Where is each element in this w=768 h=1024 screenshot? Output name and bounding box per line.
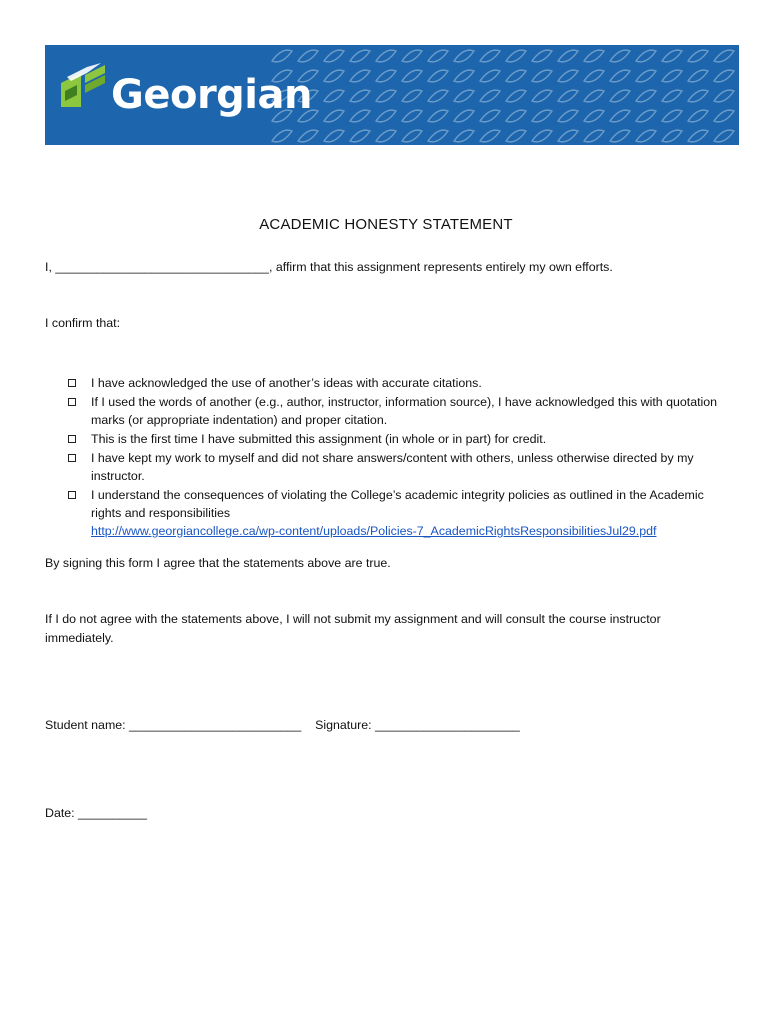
checkbox-icon <box>68 491 76 499</box>
policy-link[interactable]: http://www.georgiancollege.ca/wp-content/uploads/Policies-7_AcademicRightsResponsibilitiesJul29.pdf <box>91 524 657 538</box>
agree-statement: By signing this form I agree that the statements above are true. <box>45 556 391 570</box>
affirmation-text: I, _______________________________, affirm that this assignment represents entirely my own efforts. <box>45 260 613 274</box>
header-banner <box>45 45 739 145</box>
list-item-text: This is the first time I have submitted this assignment (in whole or in part) for credit. <box>91 432 547 446</box>
signature-line: Student name: _________________________ Signature: _____________________ <box>45 718 520 732</box>
list-item-text: I have acknowledged the use of another’s ideas with accurate citations. <box>91 376 482 390</box>
brand-name: Georgian <box>111 72 312 118</box>
list-item-text: If I used the words of another (e.g., author, instructor, information source), I have acknowledged this with quotation marks (or appropriate indentation) and proper citation. <box>91 395 718 427</box>
georgian-logo-icon <box>61 61 105 107</box>
confirmation-list <box>68 374 728 541</box>
list-item-text: I understand the consequences of violating the College’s academic integrity policies as outlined in the Academic rights and responsibilities <box>91 488 704 520</box>
checkbox-icon <box>68 398 76 406</box>
date-line: Date: __________ <box>45 806 147 820</box>
confirm-intro: I confirm that: <box>45 316 121 330</box>
banner-leaf-pattern <box>269 45 739 145</box>
list-item <box>68 449 728 485</box>
list-item <box>68 430 728 448</box>
list-item <box>68 486 728 540</box>
checkbox-icon <box>68 435 76 443</box>
list-item <box>68 393 728 429</box>
checkbox-icon <box>68 454 76 462</box>
checkbox-icon <box>68 379 76 387</box>
list-item-content <box>91 486 728 540</box>
document-title: ACADEMIC HONESTY STATEMENT <box>259 216 513 233</box>
list-item-text: I have kept my work to myself and did not share answers/content with others, unless otherwise directed by my instructor. <box>91 451 694 483</box>
disagree-statement: If I do not agree with the statements above, I will not submit my assignment and will consult the course instructor immediately. <box>45 612 661 645</box>
list-item <box>68 374 728 392</box>
